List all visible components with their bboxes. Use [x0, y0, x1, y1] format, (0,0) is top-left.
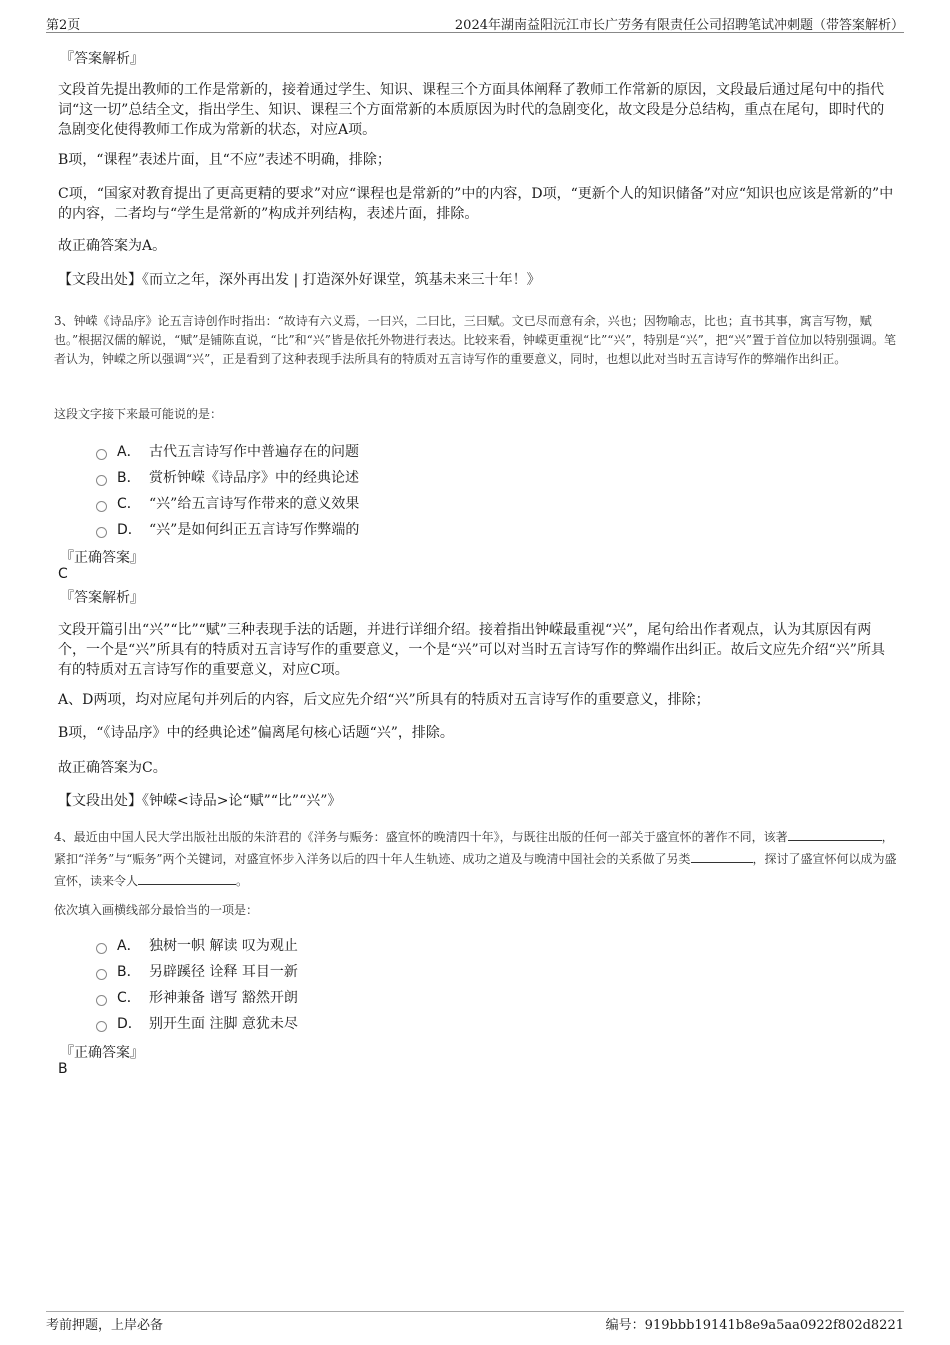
radio-icon[interactable] — [96, 969, 107, 980]
radio-icon[interactable] — [96, 943, 107, 954]
radio-icon[interactable] — [96, 995, 107, 1006]
q3-prompt: 这段文字接下来最可能说的是： — [54, 407, 223, 421]
q3-analysis-para2: A、D两项，均对应尾句并列后的内容，后文应先介绍“兴”所具有的特质对五言诗写作的重要意义，排除； — [58, 692, 710, 708]
document-title: 2024年湖南益阳沅江市长广劳务有限责任公司招聘笔试冲刺题（带答案解析） — [454, 18, 904, 33]
q2-source: 【文段出处】《而立之年，深外再出发 | 打造深外好课堂，筑基未来三十年！》 — [58, 272, 541, 288]
blank-2[interactable] — [691, 848, 753, 863]
radio-icon[interactable] — [96, 475, 107, 486]
q3-analysis-para3: B项，“《诗品序》中的经典论述”偏离尾句核心话题“兴”，排除。 — [58, 725, 454, 741]
document-code: 编号：919bbb19141b8e9a5aa0922f802d8221 — [605, 1318, 904, 1333]
radio-icon[interactable] — [96, 1021, 107, 1032]
q3-source: 【文段出处】《钟嵘<诗品>论“赋”“比”“兴”》 — [58, 793, 342, 809]
radio-icon[interactable] — [96, 449, 107, 460]
q3-option-b[interactable]: B． 赏析钟嵘《诗品序》中的经典论述 — [96, 467, 359, 487]
q4-stem: 4、最近由中国人民大学出版社出版的朱浒君的《洋务与赈务：盛宣怀的晚清四十年》，与既往出版的任何一部关于盛宣怀的著作不同，该著 ，紧扣“洋务”与“赈务”两个关键词，对盛宣怀步入洋务以后的四十年人生轨迹、成功之道及与晚清中国社会的关系做了另类 ，探讨了盛宣怀何以成为盛宣怀，读来令人 。 — [54, 826, 898, 892]
q4-option-d[interactable]: D． 别开生面 注脚 意犹未尽 — [96, 1013, 298, 1033]
page-number: 第2页 — [46, 18, 81, 33]
q3-option-d[interactable]: D． “兴”是如何纠正五言诗写作弊端的 — [96, 519, 359, 539]
q3-option-c[interactable]: C． “兴”给五言诗写作带来的意义效果 — [96, 493, 359, 513]
blank-3[interactable] — [138, 870, 236, 885]
q3-answer: C — [58, 566, 68, 582]
q4-prompt: 依次填入画横线部分最恰当的一项是： — [54, 903, 259, 917]
footer-slogan: 考前押题，上岸必备 — [46, 1318, 164, 1333]
q2-analysis-para3: C项，“国家对教育提出了更高更精的要求”对应“课程也是常新的”中的内容，D项，“更新个人的知识储备”对应“知识也应该是常新的”中的内容，二者均与“学生是常新的”构成并列结构，表述片面，排除。 — [58, 186, 894, 222]
q2-analysis-para1: 文段首先提出教师的工作是常新的，接着通过学生、知识、课程三个方面具体阐释了教师工作常新的原因，文段最后通过尾句中的指代词“这一切”总结全文，指出学生、知识、课程三个方面常新的本质原因为时代的急剧变化，故文段是分总结构，重点在尾句，即时代的急剧变化使得教师工作成为常新的状态，对应A项。 — [58, 82, 885, 138]
q4-option-a[interactable]: A． 独树一帜 解读 叹为观止 — [96, 935, 298, 955]
radio-icon[interactable] — [96, 527, 107, 538]
blank-1[interactable] — [788, 826, 882, 841]
q2-analysis-para4: 故正确答案为A。 — [58, 238, 167, 254]
q4-answer-label: 『正确答案』 — [60, 1045, 144, 1061]
q4-option-b[interactable]: B． 另辟蹊径 诠释 耳目一新 — [96, 961, 298, 981]
q3-stem: 3、钟嵘《诗品序》论五言诗创作时指出：“故诗有六义焉，一曰兴，二曰比，三曰赋。文已尽而意有余，兴也；因物喻志，比也；直书其事，寓言写物，赋也。”根据汉儒的解说，“赋”是铺陈直说，“比”和“兴”皆是依托外物进行表达。比较来看，钟嵘更重视“比”“兴”，特别是“兴”，把“兴”置于首位加以特别强调。笔者认为，钟嵘之所以强调“兴”，正是看到了这种表现手法所具有的特质对五言诗写作的重要意义，同时，也想以此对当时五言诗写作的弊端作出纠正。 — [54, 314, 897, 366]
q4-answer: B — [58, 1061, 68, 1077]
q2-analysis-label: 『答案解析』 — [60, 51, 144, 67]
q3-answer-label: 『正确答案』 — [60, 550, 144, 566]
q3-option-a[interactable]: A． 古代五言诗写作中普遍存在的问题 — [96, 441, 359, 461]
q3-analysis-label: 『答案解析』 — [60, 590, 144, 606]
q2-analysis-para2: B项，“课程”表述片面，且“不应”表述不明确，排除； — [58, 152, 391, 168]
page-footer — [46, 1311, 904, 1342]
q3-analysis-para4: 故正确答案为C。 — [58, 760, 167, 776]
page-header — [46, 0, 904, 33]
radio-icon[interactable] — [96, 501, 107, 512]
q4-option-c[interactable]: C． 形神兼备 谱写 豁然开朗 — [96, 987, 298, 1007]
q3-analysis-para1: 文段开篇引出“兴”“比”“赋”三种表现手法的话题，并进行详细介绍。接着指出钟嵘最重视“兴”，尾句给出作者观点，认为其原因有两个，一个是“兴”所具有的特质对五言诗写作的重要意义，一个是“兴”可以对当时五言诗写作的弊端作出纠正。故后文应先介绍“兴”所具有的特质对五言诗写作的重要意义，对应C项。 — [58, 622, 885, 678]
